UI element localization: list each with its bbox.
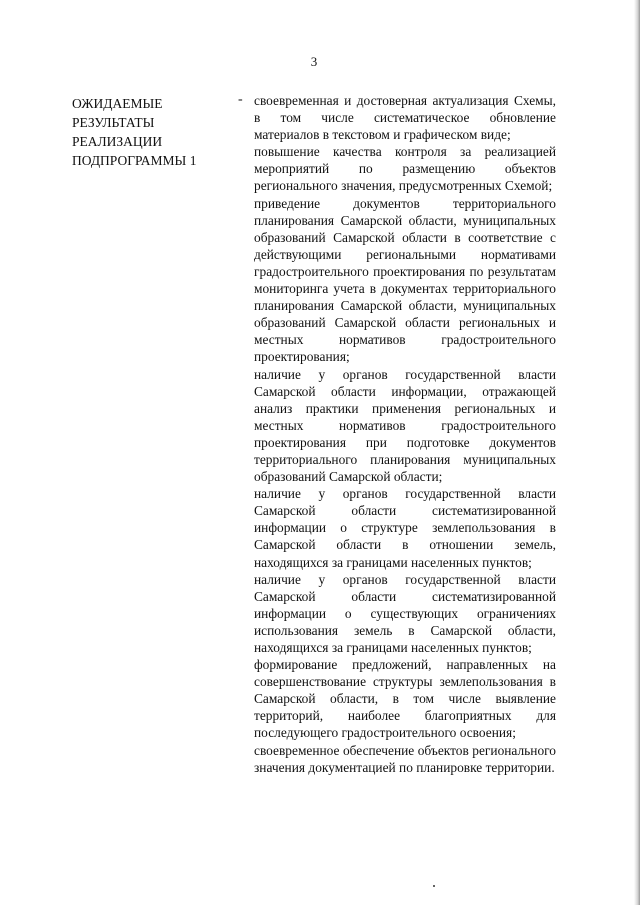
page-edge-shadow: [634, 0, 640, 905]
section-title-line: РЕАЛИЗАЦИИ: [72, 134, 163, 149]
list-item: своевременная и достоверная актуализация Схемы, в том числе систематическое обновление материалов в текстовом и графическом виде;: [254, 93, 556, 143]
list-item: приведение документов территориального планирования Самарской области, муниципальных образований Самарской области в соответствие с действующими региональными нормативами градостроительного проектирования по результатам мониторинга учета в документах территориального планирования Самарской области, муниципальных образований Самарской области региональных и местных нормативов градостроительного проектирования;: [254, 195, 556, 365]
list-bullet: -: [238, 92, 243, 107]
scan-speck: [433, 885, 435, 887]
list-item: своевременное обеспечение объектов регионального значения документацией по планировке территории.: [254, 742, 556, 775]
list-item: наличие у органов государственной власти Самарской области информации, отражающей анализ практики применения региональных и местных нормативов градостроительного проектирования при подготовке документов территориального планирования муниципальных образований Самарской области;: [254, 366, 556, 485]
expected-results-list: [254, 92, 556, 776]
section-title-line: ПОДПРОГРАММЫ 1: [72, 153, 197, 168]
list-item: наличие у органов государственной власти Самарской области систематизированной информации о существующих ограничениях использования земель в Самарской области, находящихся за границами населенных пунктов;: [254, 571, 556, 655]
section-title-line: РЕЗУЛЬТАТЫ: [72, 115, 155, 130]
list-item: формирование предложений, направленных на совершенствование структуры землепользования в Самарской области, в том числе выявление территорий, наиболее благоприятных для последующего градостроительного освоения;: [254, 657, 556, 741]
list-item: повышение качества контроля за реализацией мероприятий по размещению объектов регионального значения, предусмотренных Схемой;: [254, 144, 556, 194]
page-number: 3: [310, 54, 318, 69]
section-title: [72, 94, 232, 170]
list-item: наличие у органов государственной власти Самарской области систематизированной информации о структуре землепользования в Самарской области в отношении земель, находящихся за границами населенных пунктов;: [254, 486, 556, 570]
section-title-line: ОЖИДАЕМЫЕ: [72, 96, 163, 111]
